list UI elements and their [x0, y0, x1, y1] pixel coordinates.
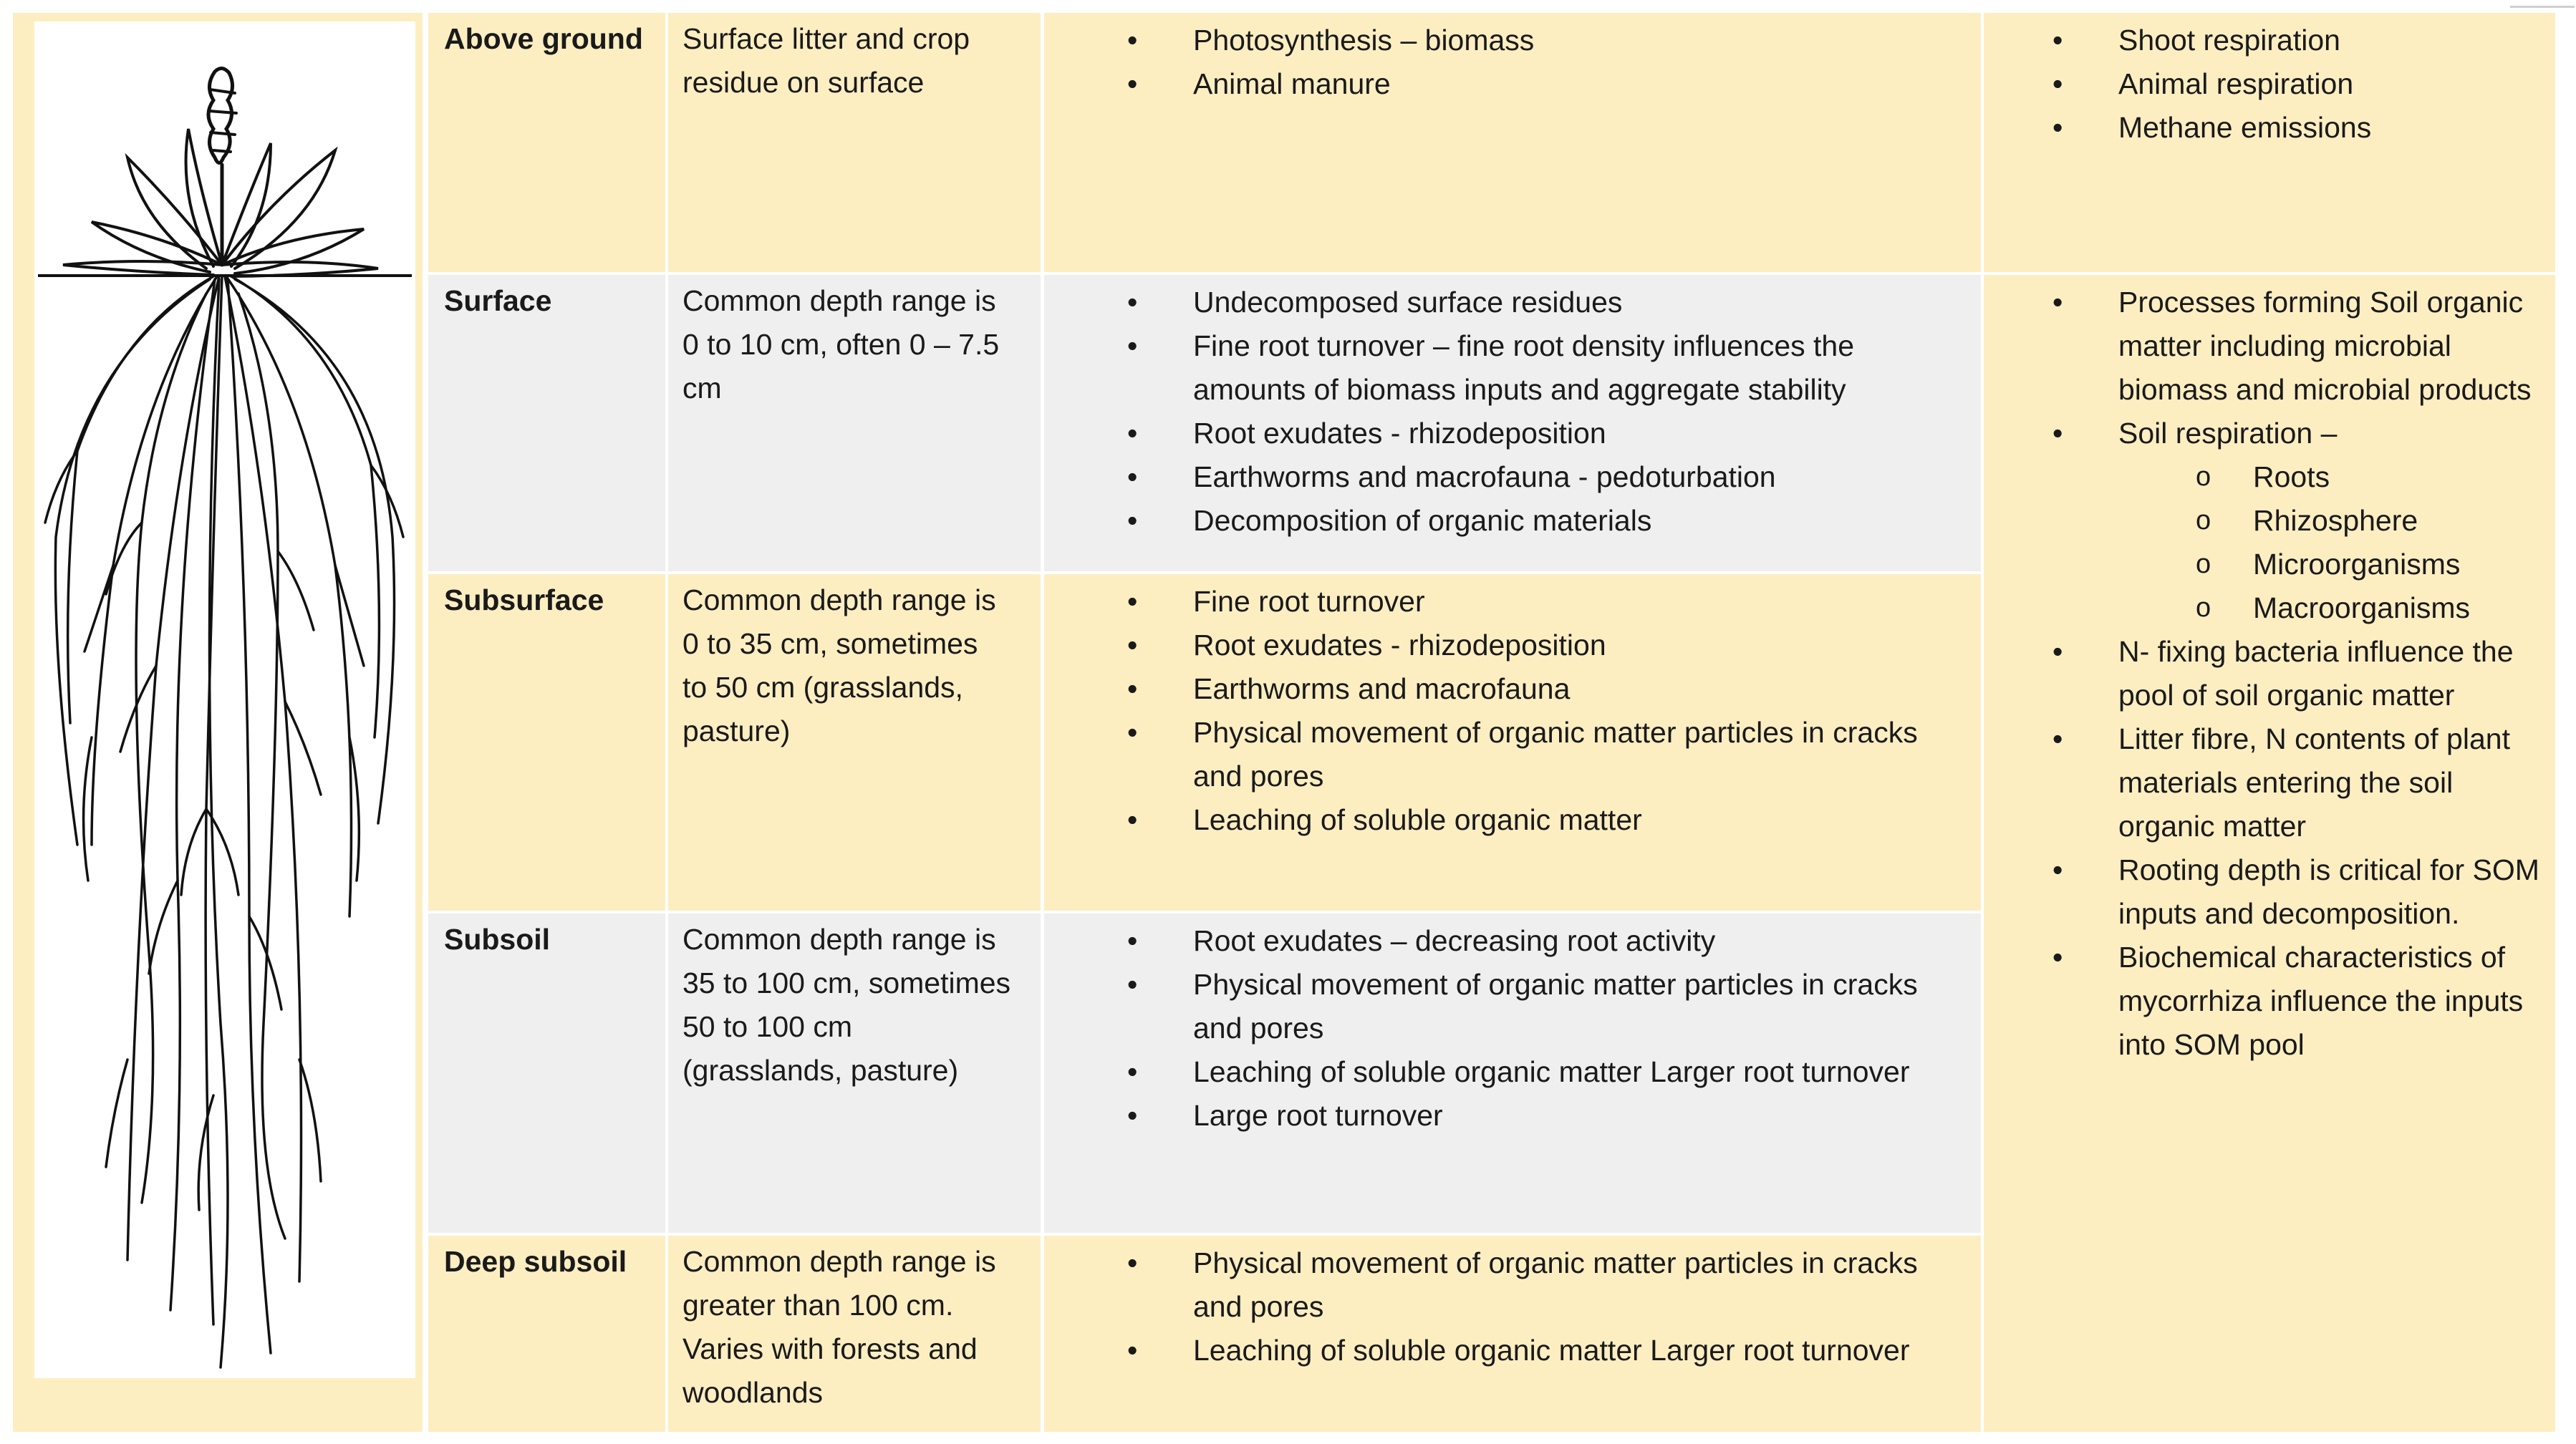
list-item: • Decomposition of organic materials — [1193, 499, 1981, 543]
outputs-below-ground — [1984, 275, 2555, 1432]
row-description-surface — [668, 275, 1041, 571]
bullet-icon: • — [1127, 417, 1138, 450]
plant-shoot — [63, 68, 378, 276]
row-description-subsoil — [668, 914, 1041, 1233]
row-processes-subsurface — [1044, 574, 1981, 911]
bullet-icon: • — [1127, 460, 1138, 493]
list-item: • Soil respiration – o Roots o Rhizosphere o Microorganisms o Macroorganisms — [2118, 412, 2555, 630]
bullet-icon: • — [1127, 24, 1138, 57]
circle-bullet-icon: o — [2196, 462, 2211, 492]
row-label-subsurface: Subsurface — [428, 574, 665, 911]
circle-bullet-icon: o — [2196, 549, 2211, 579]
bullet-icon: • — [1127, 1334, 1138, 1367]
description-line: residue on surface — [682, 66, 925, 99]
bullet-icon: • — [1127, 924, 1138, 957]
list-item: • Litter fibre, N contents of plant materials entering the soil organic matter — [2118, 717, 2555, 848]
sub-list-item: o Rhizosphere — [2253, 499, 2555, 543]
plant-root-system-illustration — [34, 21, 415, 1378]
top-edge-line — [2510, 6, 2575, 8]
bullet-icon: • — [1127, 716, 1138, 749]
list-item: • Shoot respiration — [2118, 19, 2555, 62]
description-line: cm — [682, 372, 722, 404]
list-item: • Leaching of soluble organic matter Larger root turnover — [1193, 1329, 1981, 1372]
circle-bullet-icon: o — [2196, 593, 2211, 623]
description-line: Common depth range is — [682, 583, 996, 616]
list-item: • Physical movement of organic matter particles in cracks and pores — [1193, 963, 1981, 1050]
root-system — [45, 276, 403, 1367]
description-line: 50 to 100 cm — [682, 1010, 853, 1043]
list-item: • N- fixing bacteria influence the pool of soil organic matter — [2118, 630, 2555, 717]
description-line: (grasslands, pasture) — [682, 1054, 959, 1087]
list-item: • Rooting depth is critical for SOM inputs and decomposition. — [2118, 848, 2555, 936]
row-label-surface: Surface — [428, 275, 665, 571]
bullet-icon: • — [2052, 111, 2063, 144]
row-label-subsoil: Subsoil — [428, 914, 665, 1233]
bullet-icon: • — [1127, 585, 1138, 618]
bullet-icon: • — [1127, 1099, 1138, 1132]
description-line: Common depth range is — [682, 1245, 996, 1278]
list-item: • Earthworms and macrofauna - pedoturbation — [1193, 455, 1981, 499]
sub-list-item: o Macroorganisms — [2253, 586, 2555, 630]
list-item: • Animal manure — [1193, 62, 1981, 106]
list-item: • Physical movement of organic matter particles in cracks and pores — [1193, 711, 1981, 798]
description-line: greater than 100 cm. — [682, 1289, 954, 1322]
row-description-subsurface — [668, 574, 1041, 911]
description-line: to 50 cm (grasslands, — [682, 671, 963, 704]
list-item: • Leaching of soluble organic matter — [1193, 798, 1981, 842]
bullet-icon: • — [2052, 67, 2063, 100]
description-line: Common depth range is — [682, 923, 996, 956]
bullet-icon: • — [1127, 672, 1138, 705]
list-item: • Photosynthesis – biomass — [1193, 19, 1981, 62]
list-item: • Root exudates - rhizodeposition — [1193, 412, 1981, 455]
bullet-icon: • — [1127, 629, 1138, 662]
bullet-icon: • — [1127, 803, 1138, 836]
description-line: 35 to 100 cm, sometimes — [682, 966, 1011, 999]
description-line: Varies with forests and — [682, 1332, 978, 1365]
row-description-deep-subsoil — [668, 1236, 1041, 1432]
bullet-icon: • — [2052, 286, 2063, 319]
list-item: • Fine root turnover – fine root density influences the amounts of biomass inputs and aggregate stability — [1193, 324, 1981, 412]
soil-carbon-table — [13, 13, 2555, 1432]
bullet-icon: • — [1127, 504, 1138, 537]
row-processes-surface — [1044, 275, 1981, 571]
list-item: • Root exudates - rhizodeposition — [1193, 624, 1981, 667]
bullet-icon: • — [2052, 722, 2063, 755]
list-item: • Methane emissions — [2118, 106, 2555, 150]
row-processes-deep-subsoil — [1044, 1236, 1981, 1432]
description-line: 0 to 10 cm, often 0 – 7.5 — [682, 328, 1000, 361]
bullet-icon: • — [2052, 635, 2063, 668]
row-description-above-ground — [668, 13, 1041, 272]
description-line: Common depth range is — [682, 284, 996, 317]
plant-roots-drawing — [34, 21, 415, 1378]
bullet-icon: • — [1127, 286, 1138, 319]
bullet-icon: • — [2052, 941, 2063, 974]
row-processes-subsoil — [1044, 914, 1981, 1233]
row-processes-above-ground — [1044, 13, 1981, 272]
list-item: • Physical movement of organic matter particles in cracks and pores — [1193, 1241, 1981, 1329]
list-item: • Undecomposed surface residues — [1193, 281, 1981, 324]
list-item: • Leaching of soluble organic matter Larger root turnover — [1193, 1050, 1981, 1094]
bullet-icon: • — [2052, 24, 2063, 57]
circle-bullet-icon: o — [2196, 505, 2211, 536]
list-item: • Processes forming Soil organic matter including microbial biomass and microbial products — [2118, 281, 2555, 412]
bullet-icon: • — [1127, 1055, 1138, 1088]
list-item: • Animal respiration — [2118, 62, 2555, 106]
list-item: • Earthworms and macrofauna — [1193, 667, 1981, 711]
outputs-above-ground — [1984, 13, 2555, 272]
row-label-deep-subsoil: Deep subsoil — [428, 1236, 665, 1432]
description-line: 0 to 35 cm, sometimes — [682, 627, 978, 660]
bullet-icon: • — [1127, 968, 1138, 1001]
description-line: pasture) — [682, 714, 791, 747]
list-item: • Root exudates – decreasing root activity — [1193, 919, 1981, 963]
list-item: • Large root turnover — [1193, 1094, 1981, 1138]
row-label-above-ground: Above ground — [428, 13, 665, 272]
sub-list-item: o Roots — [2253, 455, 2555, 499]
bullet-icon: • — [1127, 67, 1138, 100]
bullet-icon: • — [2052, 853, 2063, 886]
list-item: • Fine root turnover — [1193, 580, 1981, 624]
sub-list-item: o Microorganisms — [2253, 543, 2555, 586]
description-line: Surface litter and crop — [682, 22, 970, 55]
description-line: woodlands — [682, 1376, 824, 1409]
bullet-icon: • — [2052, 417, 2063, 450]
bullet-icon: • — [1127, 329, 1138, 362]
list-item: • Biochemical characteristics of mycorrhiza influence the inputs into SOM pool — [2118, 936, 2555, 1067]
illustration-column — [13, 13, 423, 1432]
bullet-icon: • — [1127, 1246, 1138, 1279]
